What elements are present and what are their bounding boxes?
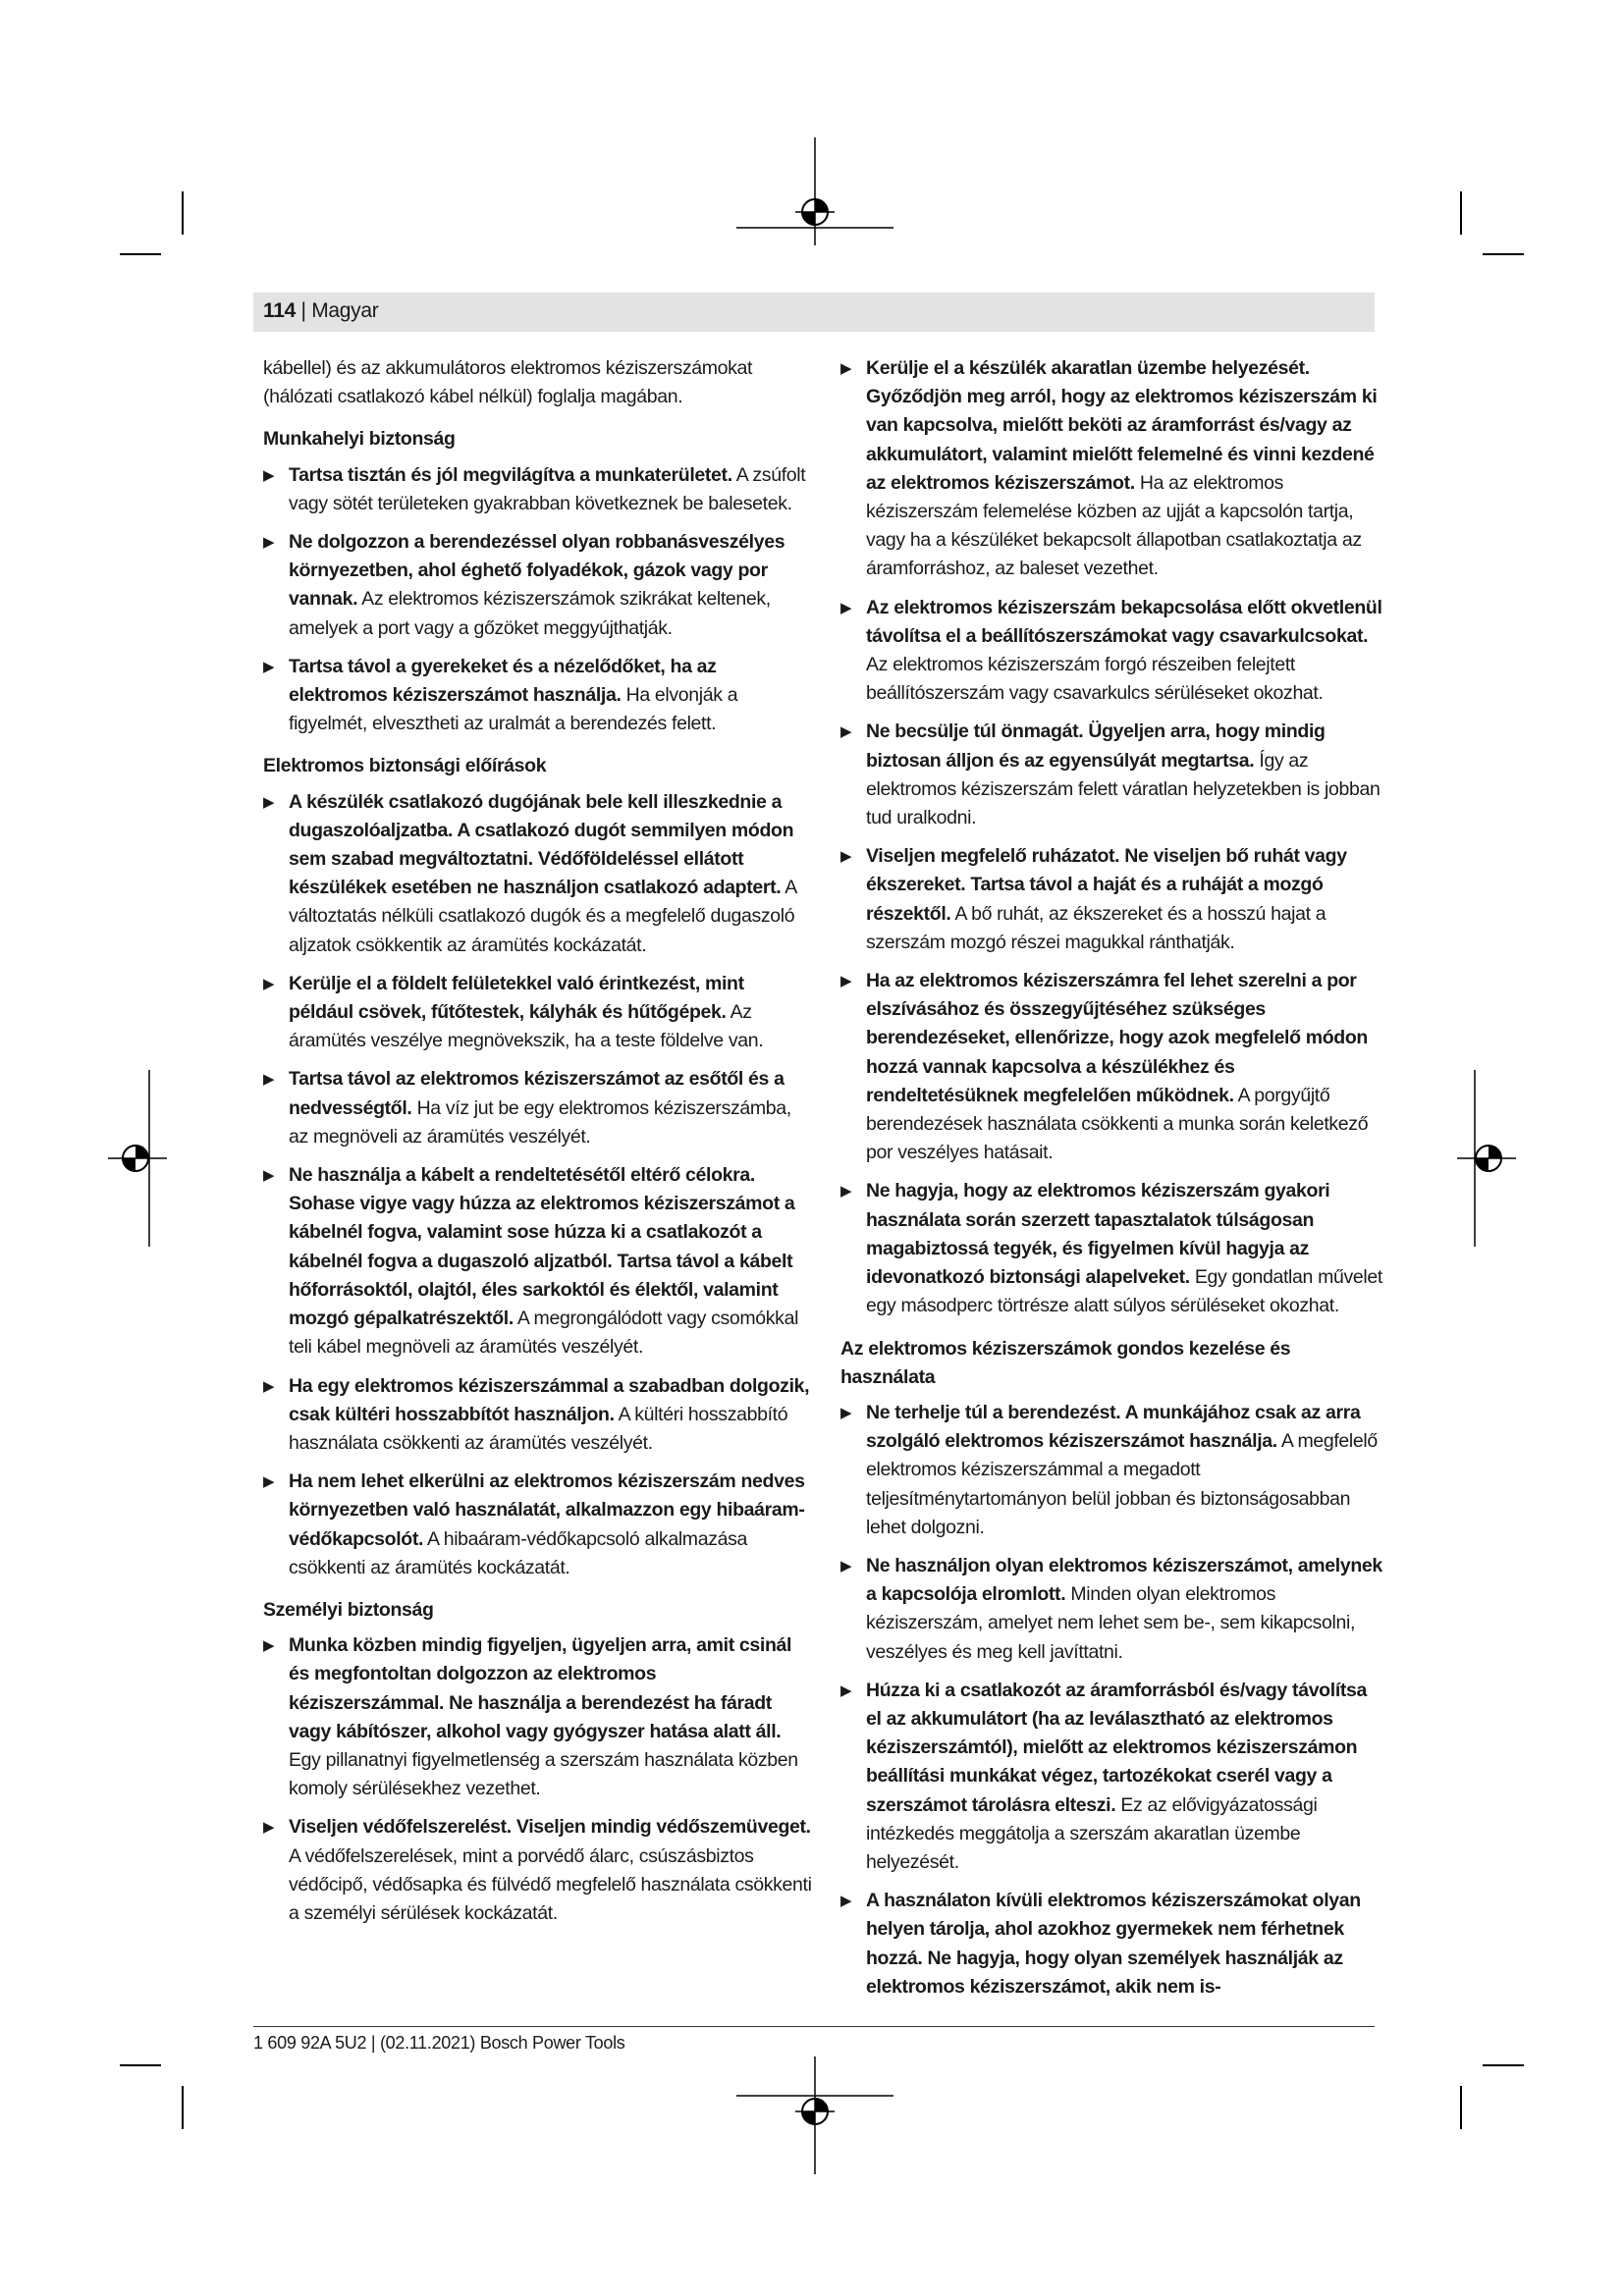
item-bold-text: Tartsa távol az elektromos kéziszerszámot az esőtől és a nedvességtől. [289, 1068, 785, 1119]
item-normal-text: Ez az elővigyázatossági intézkedés meggátolja a szerszám akaratlan üzembe helyezését. [866, 1793, 1318, 1873]
item-bold-text: Munka közben mindig figyeljen, ügyeljen arra, amit csinál és megfontoltan dolgozzon az elektromos kéziszerszámmal. Ne használja a berendezést ha fáradt vagy kábítószer, alkohol vagy gyógyszer hatása alatt áll. [289, 1634, 792, 1742]
item-normal-text: A megrongálódott vagy csomókkal teli kábel megnöveli az áramütés veszélyét. [289, 1308, 799, 1359]
safety-list-item [263, 1813, 813, 1928]
crop-mark [1460, 191, 1462, 235]
registration-mark-icon [727, 2056, 903, 2204]
header-text: 114 | Magyar [263, 299, 379, 322]
crop-mark [182, 191, 184, 235]
safety-list-item [840, 594, 1382, 709]
bullet-arrow-icon: ▶ [263, 793, 275, 811]
bullet-arrow-icon: ▶ [263, 534, 275, 552]
item-normal-text: Az áramütés veszélye megnövekszik, ha a teste földelve van. [289, 1001, 764, 1052]
registration-mark-icon [108, 1070, 167, 1247]
bullet-arrow-icon: ▶ [840, 599, 852, 616]
safety-list-item [263, 1372, 813, 1459]
safety-list-item [263, 1468, 813, 1582]
item-normal-text: Az elektromos kéziszerszámok szikrákat keltenek, amelyek a port vagy a gőzöket meggyújthatják. [289, 588, 771, 639]
item-normal-text: A változtatás nélküli csatlakozó dugók és a megfelelő dugaszoló aljzatok csökkentik az áramütés kockázatát. [289, 877, 796, 956]
item-normal-text: Az elektromos kéziszerszám forgó részeiben felejtett beállítószerszám vagy csavarkulcs sérüléseket okozhat. [866, 654, 1324, 705]
bullet-arrow-icon: ▶ [840, 360, 852, 377]
bullet-arrow-icon: ▶ [840, 848, 852, 866]
item-normal-text: Egy pillanatnyi figyelmetlenség a szerszám használata közben komoly sérülésekhez vezethet. [289, 1748, 798, 1800]
safety-list-item [840, 718, 1382, 832]
crop-mark [1460, 2086, 1462, 2129]
item-bold-text: Tartsa tisztán és jól megvilágítva a munkaterületet. [289, 463, 732, 486]
bullet-arrow-icon: ▶ [840, 1893, 852, 1910]
item-normal-text: A bő ruhát, az ékszereket és a hosszú hajat a szerszám mozgó részei magukkal ránthatják. [866, 902, 1326, 953]
safety-list-item [840, 967, 1382, 1167]
safety-list-item [840, 842, 1382, 957]
safety-list-item [840, 1177, 1382, 1320]
section-heading: Az elektromos kéziszerszámok gondos kezelése és használata [840, 1337, 1291, 1388]
safety-list-item [263, 528, 813, 643]
left-column [263, 354, 813, 1938]
item-normal-text: A kültéri hosszabbító használata csökkenti az áramütés veszélyét. [289, 1403, 788, 1454]
safety-list-item [263, 1065, 813, 1151]
item-normal-text: Egy gondatlan művelet egy másodperc törtrésze alatt súlyos sérüléseket okozhat. [866, 1266, 1382, 1317]
bullet-arrow-icon: ▶ [840, 1404, 852, 1421]
bullet-arrow-icon: ▶ [263, 1167, 275, 1185]
right-section-items [840, 1399, 1382, 2002]
bullet-arrow-icon: ▶ [840, 1682, 852, 1699]
crop-mark [120, 253, 161, 255]
right-lead-items [840, 354, 1382, 1321]
bullet-arrow-icon: ▶ [263, 1819, 275, 1837]
right-column [840, 354, 1382, 2011]
page-number: 114 [263, 299, 296, 322]
intro-paragraph: kábellel) és az akkumulátoros elektromos kéziszerszámokat (hálózati csatlakozó kábel nélkül) foglalja magában. [263, 357, 753, 408]
safety-list-item [840, 1399, 1382, 1542]
item-normal-text: A zsúfolt vagy sötét területeken gyakrabban következnek be balesetek. [289, 463, 806, 514]
item-bold-text: Kerülje el a készülék akaratlan üzembe helyezését. Győződjön meg arról, hogy az elektromos kéziszerszám ki van kapcsolva, mielőtt beköti az áramforrást és/vagy az akkumulátort, valamint mielőtt felemelné és vinni kezdené az elektromos kéziszerszámot. [866, 357, 1378, 494]
safety-list-item [263, 461, 813, 518]
item-bold-text: Ne becsülje túl önmagát. Ügyeljen arra, hogy mindig biztosan álljon és az egyensúlyát megtartsa. [866, 721, 1326, 772]
bullet-arrow-icon: ▶ [263, 1637, 275, 1655]
safety-list-item [840, 1677, 1382, 1877]
footer-rule [253, 2026, 1375, 2027]
crop-mark [1483, 253, 1524, 255]
item-bold-text: Tartsa távol a gyerekeket és a nézelődőket, ha az elektromos kéziszerszámot használja. [289, 655, 717, 707]
item-bold-text: Az elektromos kéziszerszám bekapcsolása előtt okvetlenül távolítsa el a beállítószerszámokat vagy csavarkulcsokat. [866, 596, 1382, 647]
item-bold-text: Húzza ki a csatlakozót az áramforrásból és/vagy távolítsa el az akkumulátort (ha az leválasztható az elektromos kéziszerszámtól), mielőtt az elektromos kéziszerszámon beállítási munkákat végez, tartozékokat cserél vagy a szerszámot tárolásra elteszi. [866, 1679, 1368, 1816]
item-normal-text: Minden olyan elektromos kéziszerszám, amelyet nem lehet sem be-, sem kikapcsolni, veszélyes és meg kell javíttatni. [866, 1583, 1356, 1663]
bullet-arrow-icon: ▶ [263, 658, 275, 675]
crop-mark [120, 2064, 161, 2066]
footer-text: 1 609 92A 5U2 | (02.11.2021) Bosch Power Tools [253, 2033, 625, 2053]
item-bold-text: Ne terhelje túl a berendezést. A munkájához csak az arra szolgáló elektromos kéziszerszámot használja. [866, 1401, 1361, 1453]
safety-list-item [840, 354, 1382, 584]
section-heading: Munkahelyi biztonság [263, 428, 456, 451]
bullet-arrow-icon: ▶ [263, 1377, 275, 1395]
header-language: Magyar [311, 299, 379, 322]
item-bold-text: A használaton kívüli elektromos kéziszerszámokat olyan helyen tárolja, ahol azokhoz gyermekek nem férhetnek hozzá. Ne hagyja, hogy olyan személyek használják az elektromos kéziszerszámot, akik nem is- [866, 1890, 1361, 1998]
bullet-arrow-icon: ▶ [263, 1473, 275, 1491]
item-normal-text: Ha az elektromos kéziszerszám felemelése közben az ujját a kapcsolón tartja, vagy ha a készüléket bekapcsolt állapotban csatlakoztatja az áramforráshoz, az baleset vezethet. [866, 471, 1362, 580]
safety-list-item [840, 1887, 1382, 2002]
item-bold-text: Ha nem lehet elkerülni az elektromos kéziszerszám nedves környezetben való használatát, alkalmazzon egy hibaáram-védőkapcsolót. [289, 1470, 805, 1550]
safety-list-item [840, 1552, 1382, 1667]
item-normal-text: A porgyűjtő berendezések használata csökkenti a munka során keletkező por veszélyes hatásait. [866, 1084, 1369, 1164]
crop-mark [182, 2086, 184, 2129]
item-bold-text: A készülék csatlakozó dugójának bele kell illeszkednie a dugaszolóaljzatba. A csatlakozó dugót semmilyen módon sem szabad megváltoztatni. Védőföldeléssel ellátott készülékek esetében ne használjon csatlakozó adaptert. [289, 790, 794, 899]
bullet-arrow-icon: ▶ [840, 723, 852, 741]
item-bold-text: Ne használjon olyan elektromos kéziszerszámot, amelynek a kapcsolója elromlott. [866, 1554, 1382, 1606]
crop-mark [1483, 2064, 1524, 2066]
item-bold-text: Viseljen védőfelszerelést. Viseljen mindig védőszemüveget. [289, 1816, 811, 1839]
safety-list-item [263, 788, 813, 960]
item-normal-text: Ha elvonják a figyelmét, elvesztheti az uralmát a berendezés felett. [289, 684, 738, 735]
safety-list-item [263, 1161, 813, 1362]
safety-list-item [263, 653, 813, 739]
page-header [253, 293, 1375, 332]
bullet-arrow-icon: ▶ [840, 973, 852, 990]
registration-mark-icon [1457, 1070, 1516, 1247]
bullet-arrow-icon: ▶ [840, 1557, 852, 1575]
bullet-arrow-icon: ▶ [263, 1071, 275, 1089]
left-sections [263, 425, 813, 1928]
bullet-arrow-icon: ▶ [840, 1183, 852, 1201]
safety-list-item [263, 1631, 813, 1803]
item-normal-text: A megfelelő elektromos kéziszerszámmal a megadott teljesítménytartományon belül jobban és biztonságosabban lehet dolgozni. [866, 1430, 1378, 1538]
item-normal-text: Ha víz jut be egy elektromos kéziszerszámba, az megnöveli az áramütés veszélyét. [289, 1096, 791, 1148]
item-bold-text: Ne hagyja, hogy az elektromos kéziszerszám gyakori használata során szerzett tapasztalatok túlságosan magabiztossá tegyék, és figyelmen kívül hagyja az idevonatkozó biztonsági alapelveket. [866, 1180, 1330, 1289]
item-normal-text: A hibaáram-védőkapcsoló alkalmazása csökkenti az áramütés kockázatát. [289, 1527, 747, 1578]
section-heading: Személyi biztonság [263, 1598, 434, 1621]
item-bold-text: Viseljen megfelelő ruházatot. Ne viseljen bő ruhát vagy ékszereket. Tartsa távol a haját és a ruháját a mozgó részektől. [866, 845, 1347, 925]
item-normal-text: Így az elektromos kéziszerszám felett váratlan helyzetekben is jobban tud uralkodni. [866, 749, 1380, 829]
bullet-arrow-icon: ▶ [263, 975, 275, 992]
safety-list-item [263, 970, 813, 1056]
item-bold-text: Ne dolgozzon a berendezéssel olyan robbanásveszélyes környezetben, ahol éghető folyadékok, gázok vagy por vannak. [289, 531, 785, 611]
item-bold-text: Kerülje el a földelt felületekkel való érintkezést, mint például csövek, fűtőtestek, kályhák és hűtőgépek. [289, 972, 744, 1024]
item-bold-text: Ha az elektromos kéziszerszámra fel lehet szerelni a por elszívásához és összegyűjtéséhez szükséges berendezéseket, ellenőrizze, hogy azok megfelelő módon hozzá vannak kapcsolva a készülékhez és rendeltetésüknek megfelelően működnek. [866, 970, 1368, 1106]
section-heading: Elektromos biztonsági előírások [263, 755, 547, 777]
item-normal-text: A védőfelszerelések, mint a porvédő álarc, csúszásbiztos védőcipő, védősapka és fülvédő megfelelő használata csökkenti a személyi sérülések kockázatát. [289, 1844, 812, 1924]
bullet-arrow-icon: ▶ [263, 466, 275, 484]
item-bold-text: Ha egy elektromos kéziszerszámmal a szabadban dolgozik, csak kültéri hosszabbítót használjon. [289, 1374, 810, 1425]
item-bold-text: Ne használja a kábelt a rendeltetésétől eltérő célokra. Sohase vigye vagy húzza az elektromos kéziszerszámot a kábelnél fogva, valamint sose húzza ki a csatlakozót a kábelnél fogva a dugaszoló aljzatból. Tartsa távol a kábelt hőforrásoktól, olajtól, éles sarkoktól és élektől, valamint mozgó gépalkatrészektől. [289, 1164, 795, 1330]
